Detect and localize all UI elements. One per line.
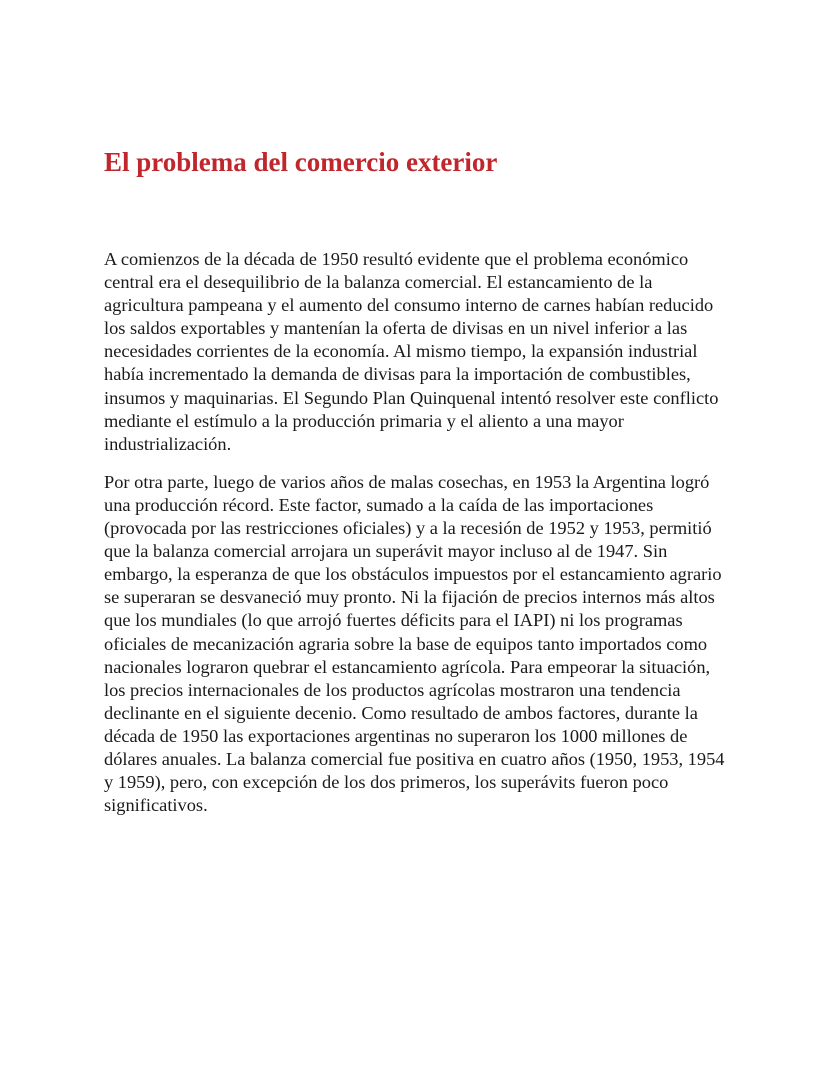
document-body (104, 248, 730, 832)
document-title: El problema del comercio exterior (104, 147, 498, 177)
paragraph-2: Por otra parte, luego de varios años de malas cosechas, en 1953 la Argentina logró una producción récord. Este factor, sumado a la caída de las importaciones (provocada por las restricciones oficiales) y a la recesión de 1952 y 1953, permitió que la balanza comercial arrojara un superávit mayor incluso al de 1947. Sin embargo, la esperanza de que los obstáculos impuestos por el estancamiento agrario se superaran se desvaneció muy pronto. Ni la fijación de precios internos más altos que los mundiales (lo que arrojó fuertes déficits para el IAPI) ni los programas oficiales de mecanización agraria sobre la base de equipos tanto importados como nacionales lograron quebrar el estancamiento agrícola. Para empeorar la situación, los precios internacionales de los productos agrícolas mostraron una tendencia declinante en el siguiente decenio. Como resultado de ambos factores, durante la década de 1950 las exportaciones argentinas no superaron los 1000 millones de dólares anuales. La balanza comercial fue positiva en cuatro años (1950, 1953, 1954 y 1959), pero, con excepción de los dos primeros, los superávits fueron poco significativos. (104, 471, 725, 816)
paragraph-1: A comienzos de la década de 1950 resultó evidente que el problema económico central era el desequilibrio de la balanza comercial. El estancamiento de la agricultura pampeana y el aumento del consumo interno de carnes habían reducido los saldos exportables y mantenían la oferta de divisas en un nivel inferior a las necesidades corrientes de la economía. Al mismo tiempo, la expansión industrial había incrementado la demanda de divisas para la importación de combustibles, insumos y maquinarias. El Segundo Plan Quinquenal intentó resolver este conflicto mediante el estímulo a la producción primaria y el aliento a una mayor industrialización. (104, 249, 719, 454)
